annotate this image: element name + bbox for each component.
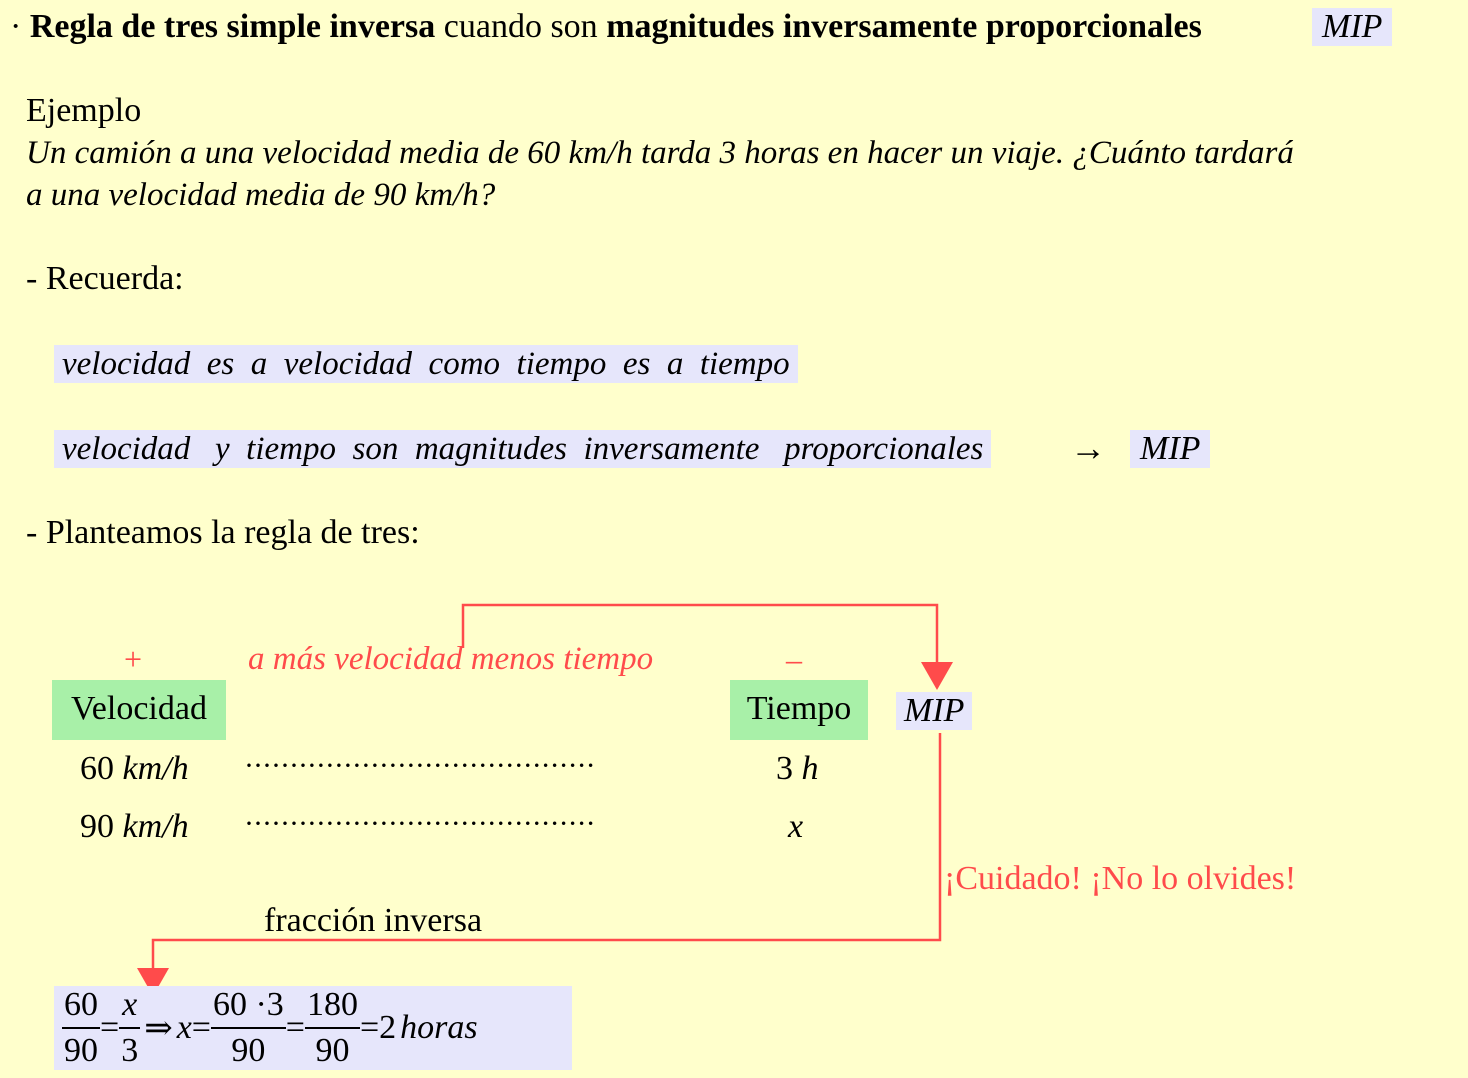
minus-sign: – — [786, 641, 802, 677]
fraction-60-90 — [62, 983, 100, 1073]
example-label: Ejemplo — [26, 92, 142, 129]
row-2-dots: ······································· — [244, 807, 595, 840]
plus-sign: + — [124, 641, 143, 677]
equals-sign-2: = — [191, 1009, 211, 1046]
top-arrowhead-icon — [921, 662, 953, 690]
fraction-3-numerator: 60 ·3 — [211, 983, 286, 1029]
rule-mip-badge: MIP — [896, 692, 972, 730]
result-unit: horas — [400, 1009, 478, 1046]
bottom-connector-arrow — [153, 733, 940, 970]
row-2-velocity-value: 90 — [80, 808, 114, 845]
row-1-velocity-unit: km/h — [122, 750, 189, 787]
planteamos-label: - Planteamos la regla de tres: — [26, 514, 420, 551]
right-arrow-icon: → — [1070, 428, 1106, 468]
equation-x: x — [176, 1009, 192, 1046]
warning-text: ¡Cuidado! ¡No lo olvides! — [944, 860, 1297, 897]
row-2-time-unknown: x — [788, 808, 804, 845]
tiempo-header: Tiempo — [730, 680, 868, 740]
top-connector-arrow — [463, 605, 937, 664]
recuerda-mip-badge: MIP — [1130, 430, 1210, 468]
row-1-velocity-value: 60 — [80, 750, 114, 787]
fraction-2-denominator: 3 — [121, 1032, 139, 1069]
recuerda-phrase-1: velocidad es a velocidad como tiempo es a tiempo — [54, 345, 798, 383]
fraction-1-numerator: 60 — [62, 983, 100, 1029]
fraction-product — [211, 983, 286, 1073]
result-value: 2 — [379, 1009, 397, 1046]
fraction-2-numerator: x — [119, 983, 140, 1029]
example-line-1: Un camión a una velocidad media de 60 km/h tarda 3 horas en hacer un viaje. ¿Cuánto tardará — [26, 135, 1294, 171]
fraction-3-denominator: 90 — [231, 1032, 266, 1069]
fraction-180-90 — [305, 983, 360, 1073]
equals-sign-4: = — [359, 1009, 380, 1046]
equals-sign-1: = — [100, 1009, 120, 1046]
row-1-dots: ······································· — [244, 749, 595, 782]
title-mid: cuando son — [443, 8, 598, 45]
row-1-time-value: 3 — [776, 750, 793, 787]
velocidad-header: Velocidad — [52, 680, 226, 740]
title-bold-2: magnitudes inversamente proporcionales — [606, 8, 1202, 45]
equals-sign-3: = — [285, 1009, 305, 1046]
fraction-4-denominator: 90 — [315, 1032, 350, 1069]
fraction-x-3 — [119, 983, 140, 1073]
fraction-4-numerator: 180 — [305, 983, 360, 1029]
implies-icon: ⇒ — [144, 1010, 173, 1047]
header-mip-badge: MIP — [1312, 8, 1392, 46]
solution-equation — [54, 986, 572, 1070]
title-bold-1: Regla de tres simple inversa — [29, 8, 436, 45]
row-1-time-unit: h — [801, 750, 819, 787]
fraction-1-denominator: 90 — [64, 1032, 98, 1069]
inverse-fraction-label: fracción inversa — [264, 902, 483, 939]
title-bullet: · — [10, 8, 22, 45]
rule-hint: a más velocidad menos tiempo — [248, 641, 654, 677]
recuerda-phrase-2: velocidad y tiempo son magnitudes inversamente proporcionales — [54, 430, 991, 468]
recuerda-label: - Recuerda: — [26, 260, 184, 297]
example-line-2: a una velocidad media de 90 km/h? — [26, 177, 496, 213]
row-2-velocity-unit: km/h — [122, 808, 189, 845]
